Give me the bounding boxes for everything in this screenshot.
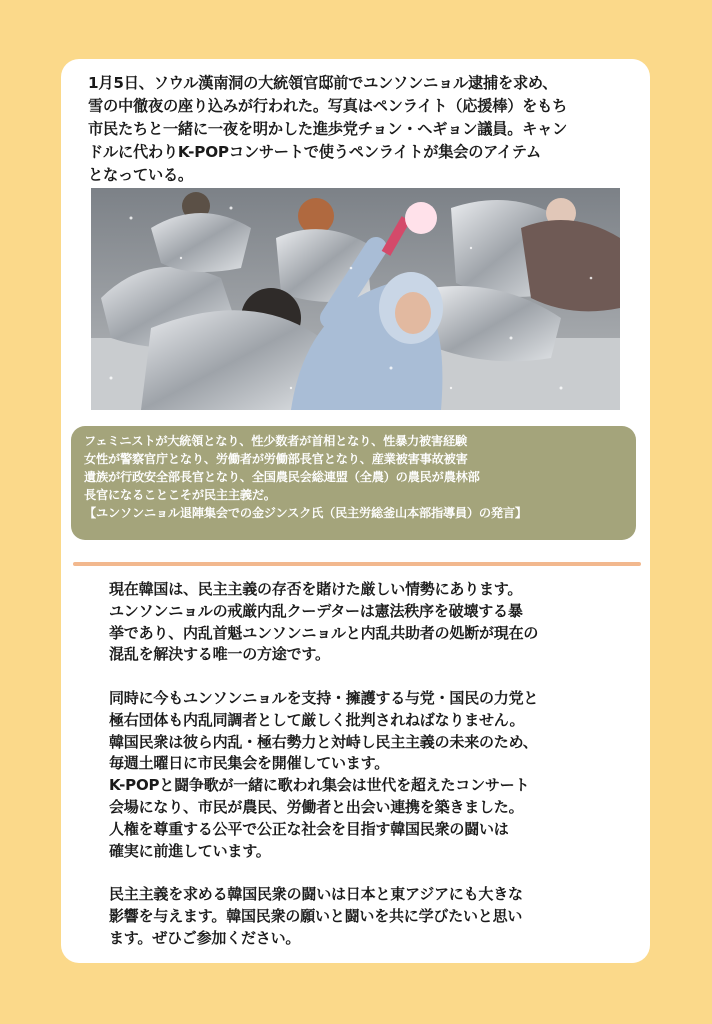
body-line: 影響を与えます。韓国民衆の願いと闘いを共に学びたいと思い	[109, 906, 523, 925]
body-line: K-POPと闘争歌が一緒に歌われ集会は世代を超えたコンサート	[109, 776, 530, 795]
body-line: 混乱を解決する唯一の方途です。	[109, 645, 330, 664]
quote-line: 長官になることこそが民主主義だ。	[84, 488, 276, 502]
caption-line: ドルに代わりK-POPコンサートで使うペンライトが集会のアイテム	[88, 143, 542, 161]
body-line: 同時に今もユンソンニョルを支持・擁護する与党・国民の力党と	[109, 688, 539, 707]
body-text	[109, 579, 619, 971]
body-line: 挙であり、内乱首魁ユンソンニョルと内乱共助者の処断が現在の	[109, 623, 539, 642]
quote-attribution: 【ユンソンニョル退陣集会での金ジンスク氏（民主労総釜山本部指導員）の発言】	[84, 506, 527, 520]
section-divider	[73, 562, 641, 566]
body-line: 現在韓国は、民主主義の存否を賭けた厳しい情勢にあります。	[109, 580, 523, 598]
body-line: 毎週土曜日に市民集会を開催しています。	[109, 754, 390, 773]
body-line: ユンソンニョルの戒厳内乱クーデターは憲法秩序を破壊する暴	[109, 601, 523, 620]
body-line: 人権を尊重する公平で公正な社会を目指す韓国民衆の闘いは	[109, 819, 509, 838]
body-line: 極右団体も内乱同調者として厳しく批判されねばなりません。	[109, 710, 525, 729]
caption-line: 市民たちと一緒に一夜を明かした進歩党チョン・ヘギョン議員。キャン	[88, 120, 568, 138]
paragraph	[109, 579, 619, 666]
quote-line: 遺族が行政安全部長官となり、全国農民会総連盟（全農）の農民が農林部	[84, 470, 480, 484]
photo-caption	[88, 72, 640, 187]
caption-line: となっている。	[88, 166, 193, 184]
quote-line: フェミニストが大統領となり、性少数者が首相となり、性暴力被害経験	[84, 434, 467, 448]
body-line: 会場になり、市民が農民、労働者と出会い連携を築きました。	[109, 797, 524, 816]
body-line: 民主主義を求める韓国民衆の闘いは日本と東アジアにも大きな	[109, 885, 523, 904]
quote-text	[84, 432, 629, 522]
caption-line: 1月5日、ソウル漢南洞の大統領官邸前でユンソンニョル逮捕を求め、	[88, 74, 558, 92]
caption-line: 雪の中徹夜の座り込みが行われた。写真はペンライト（応援棒）をもち	[88, 97, 568, 115]
quote-line: 女性が警察官庁となり、労働者が労働部長官となり、産業被害事故被害	[84, 452, 468, 466]
paragraph	[109, 884, 619, 949]
protest-photo	[91, 188, 620, 410]
body-line: 韓国民衆は彼ら内乱・極右勢力と対峙し民主主義の未来のため、	[109, 732, 538, 751]
snow-protest-illustration	[91, 188, 620, 410]
body-line: 確実に前進しています。	[109, 841, 271, 860]
paragraph	[109, 688, 619, 862]
body-line: ます。ぜひご参加ください。	[109, 928, 301, 947]
